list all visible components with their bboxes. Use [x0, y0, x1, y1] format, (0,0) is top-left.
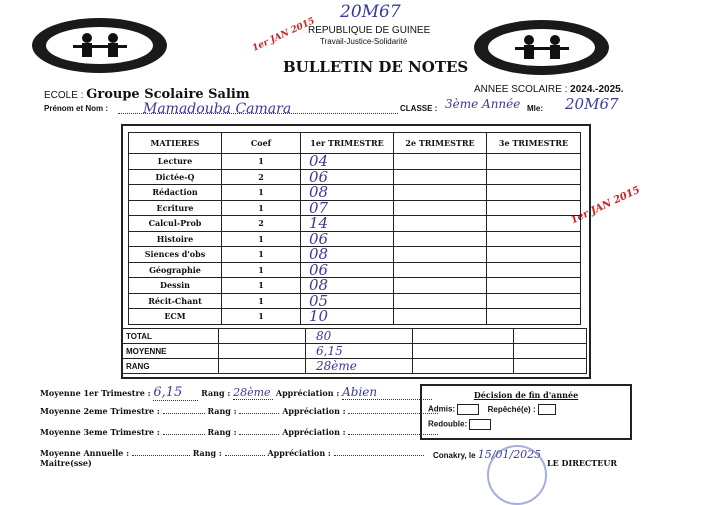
name-label: Prénom et Nom : — [44, 104, 109, 113]
subject-cell: Histoire — [129, 231, 222, 247]
subject-cell: Récit-Chant — [129, 293, 222, 309]
table-row — [129, 216, 581, 232]
t3-grade-cell — [487, 278, 581, 294]
rang-label: Rang : — [207, 406, 237, 416]
totals-label: MOYENNE — [122, 344, 219, 359]
totals-coef-cell — [219, 344, 306, 359]
appreciation-label: Appréciation : — [282, 427, 346, 437]
document-title: BULLETIN DE NOTES — [283, 58, 469, 76]
t1-grade-cell: 08 — [301, 247, 394, 263]
col-header: 2e TRIMESTRE — [394, 133, 487, 154]
t1-grade-cell: 14 — [301, 216, 394, 232]
grades-table — [128, 132, 581, 325]
subject-cell: Géographie — [129, 262, 222, 278]
totals-row — [122, 359, 587, 374]
col-header: MATIERES — [129, 133, 222, 154]
table-row — [129, 231, 581, 247]
school-logo-right — [474, 20, 609, 75]
totals-t3-cell — [514, 329, 587, 344]
t1-grade-cell: 07 — [301, 200, 394, 216]
col-header: 3e TRIMESTRE — [487, 133, 581, 154]
school-label: ECOLE : — [44, 90, 84, 101]
t3-grade-cell — [487, 154, 581, 170]
decision-box — [420, 384, 632, 440]
coef-cell: 1 — [222, 185, 301, 201]
totals-t2-cell — [413, 329, 514, 344]
totals-row — [122, 344, 587, 359]
subject-cell: Ecriture — [129, 200, 222, 216]
t2-grade-cell — [394, 200, 487, 216]
subject-cell: ECM — [129, 309, 222, 325]
subject-cell: Dictée-Q — [129, 169, 222, 185]
motto-label: Travail-Justice-Solidarité — [320, 37, 408, 46]
t2-grade-cell — [394, 262, 487, 278]
t2-grade-cell — [394, 278, 487, 294]
class-label: CLASSE : — [400, 104, 438, 113]
repeche-checkbox[interactable] — [538, 404, 556, 415]
t1-grade-cell: 04 — [301, 154, 394, 170]
rang-label: Rang : — [192, 448, 222, 458]
m2-label: Moyenne 2eme Trimestre : — [40, 406, 160, 416]
m3-label: Moyenne 3eme Trimestre : — [40, 427, 160, 437]
totals-t1-value: 28ème — [306, 359, 413, 374]
logo-figures-icon — [65, 31, 135, 61]
t1-grade-cell: 08 — [301, 185, 394, 201]
t2-grade-cell — [394, 169, 487, 185]
appreciation-label: Appréciation : — [267, 448, 331, 458]
table-row — [129, 200, 581, 216]
appreciation1-value: Abien — [342, 385, 378, 399]
table-row — [129, 309, 581, 325]
m3-row — [40, 427, 438, 437]
col-header: Coef — [222, 133, 301, 154]
totals-row — [122, 329, 587, 344]
t3-grade-cell — [487, 200, 581, 216]
m1-label: Moyenne 1er Trimestre : — [40, 388, 151, 398]
director-label: LE DIRECTEUR — [547, 458, 617, 468]
totals-coef-cell — [219, 359, 306, 374]
t3-grade-cell — [487, 293, 581, 309]
coef-cell: 2 — [222, 169, 301, 185]
table-row — [129, 293, 581, 309]
t2-grade-cell — [394, 293, 487, 309]
totals-t3-cell — [514, 344, 587, 359]
mle-value: 20M67 — [565, 95, 619, 113]
year-row — [474, 84, 624, 95]
totals-label: TOTAL — [122, 329, 219, 344]
rang-label: Rang : — [207, 427, 237, 437]
t1-grade-cell: 05 — [301, 293, 394, 309]
redouble-checkbox[interactable] — [469, 419, 491, 430]
subject-cell: Dessin — [129, 278, 222, 294]
name-row — [44, 104, 108, 113]
admis-label: Admis: — [428, 404, 456, 414]
table-row — [129, 169, 581, 185]
date-value: 15/01/2025 — [477, 448, 542, 461]
coef-cell: 1 — [222, 309, 301, 325]
appreciation-label: Appréciation : — [275, 388, 340, 398]
totals-table — [121, 328, 587, 374]
t3-grade-cell — [487, 185, 581, 201]
t2-grade-cell — [394, 216, 487, 232]
date-stamp-top: 1er JAN 2015 — [251, 16, 317, 54]
totals-coef-cell — [219, 329, 306, 344]
class-value: 3ème Année — [445, 97, 521, 111]
conakry-label: Conakry, le — [433, 451, 476, 460]
republic-label: REPUBLIQUE DE GUINEE — [308, 25, 431, 36]
appreciation-label: Appréciation : — [282, 406, 346, 416]
coef-cell: 1 — [222, 293, 301, 309]
rang1-value: 28ème — [233, 386, 271, 399]
coef-cell: 1 — [222, 278, 301, 294]
coef-cell: 1 — [222, 200, 301, 216]
year-label: ANNEE SCOLAIRE : — [474, 84, 568, 95]
t3-grade-cell — [487, 309, 581, 325]
logo-figures-icon — [507, 33, 577, 63]
grades-header-row — [129, 133, 581, 154]
student-name: Mamadouba Camara — [143, 101, 292, 117]
rang-label: Rang : — [201, 388, 231, 398]
admis-checkbox[interactable] — [457, 404, 479, 415]
official-stamp — [487, 445, 547, 505]
t2-grade-cell — [394, 309, 487, 325]
date-stamp-right: 1er JAN 2015 — [569, 184, 642, 227]
t1-grade-cell: 06 — [301, 231, 394, 247]
repeche-label: Repêché(e) : — [487, 404, 536, 414]
table-row — [129, 278, 581, 294]
t2-grade-cell — [394, 154, 487, 170]
coef-cell: 1 — [222, 154, 301, 170]
school-name: Groupe Scolaire Salim — [86, 87, 250, 102]
coef-cell: 1 — [222, 262, 301, 278]
subject-cell: Calcul-Prob — [129, 216, 222, 232]
maitre-label: Maitre(sse) — [40, 458, 92, 468]
t3-grade-cell — [487, 247, 581, 263]
t3-grade-cell — [487, 231, 581, 247]
coef-cell: 2 — [222, 216, 301, 232]
t3-grade-cell — [487, 169, 581, 185]
subject-cell: Siences d'obs — [129, 247, 222, 263]
t3-grade-cell — [487, 262, 581, 278]
name-line — [118, 100, 398, 117]
ma-row — [40, 448, 424, 458]
t1-grade-cell: 08 — [301, 278, 394, 294]
redouble-label: Redouble: — [428, 419, 468, 429]
year-value: 2024.-2025. — [570, 84, 624, 95]
t3-grade-cell — [487, 216, 581, 232]
mle-label: Mle: — [527, 104, 543, 113]
t2-grade-cell — [394, 231, 487, 247]
coef-cell: 1 — [222, 247, 301, 263]
ma-label: Moyenne Annuelle : — [40, 448, 130, 458]
t2-grade-cell — [394, 185, 487, 201]
decision-title: Décision de fin d'année — [473, 390, 579, 400]
m1-value: 6,15 — [153, 385, 183, 400]
t2-grade-cell — [394, 247, 487, 263]
totals-t3-cell — [514, 359, 587, 374]
school-logo-left — [32, 18, 167, 73]
totals-t2-cell — [413, 359, 514, 374]
handwritten-number: 20M67 — [340, 2, 401, 22]
subject-cell: Rédaction — [129, 185, 222, 201]
table-row — [129, 262, 581, 278]
totals-t2-cell — [413, 344, 514, 359]
totals-t1-value: 80 — [306, 329, 413, 344]
t1-grade-cell: 06 — [301, 262, 394, 278]
t1-grade-cell: 06 — [301, 169, 394, 185]
subject-cell: Lecture — [129, 154, 222, 170]
m2-row — [40, 406, 438, 416]
totals-t1-value: 6,15 — [306, 344, 413, 359]
table-row — [129, 247, 581, 263]
totals-label: RANG — [122, 359, 219, 374]
table-row — [129, 154, 581, 170]
table-row — [129, 185, 581, 201]
t1-grade-cell: 10 — [301, 309, 394, 325]
m1-row — [40, 385, 432, 401]
col-header: 1er TRIMESTRE — [301, 133, 394, 154]
coef-cell: 1 — [222, 231, 301, 247]
